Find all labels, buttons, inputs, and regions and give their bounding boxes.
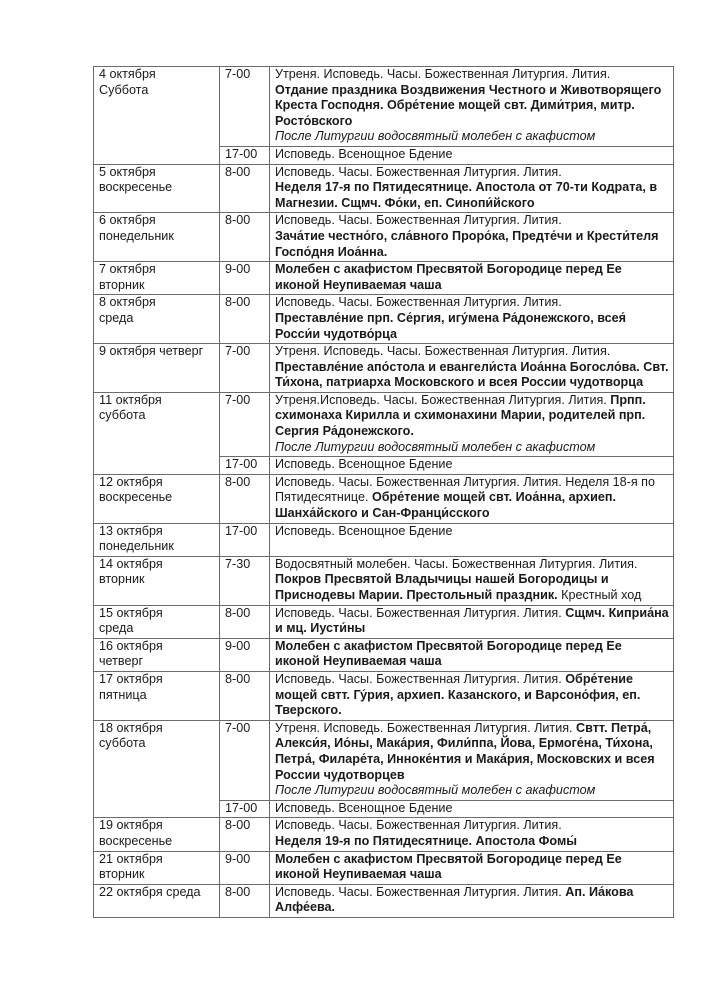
service-text: Исповедь. Часы. Божественная Литургия. Лития. Неделя 18-я по Пятидесятнице. [275, 474, 656, 505]
service-text: Утреня.Исповедь. Часы. Божественная Литургия. Лития. [275, 392, 611, 407]
feast-name-text: Сщмч. Киприа́на и мц. Иусти́ны [275, 605, 669, 636]
feast-name-text: Неделя 17-я по Пятидесятнице. Апостола от 70-ти Кодрата, в Магнезии. Сщмч. Фо́ки, еп. Синопи́йского [275, 180, 658, 210]
date-text: 5 октября [99, 164, 156, 179]
service-text: Исповедь. Часы. Божественная Литургия. Лития. [275, 818, 562, 833]
service-text: Крестный ход [557, 588, 642, 602]
date-cell [94, 671, 220, 720]
service-text: Исповедь. Всенощное Бдение [275, 523, 453, 538]
time-cell: 9-00 [220, 851, 270, 884]
feast-name-text: Молебен с акафистом Пресвятой Богородице перед Ее иконой Неупиваемая чаша [275, 638, 622, 669]
service-text: Исповедь. Всенощное Бдение [275, 800, 453, 815]
schedule-day-row [94, 67, 674, 147]
date-cell [94, 638, 220, 671]
service-description-cell [270, 605, 674, 638]
weekday-text: среда [99, 621, 134, 636]
time-cell: 8-00 [220, 671, 270, 720]
date-cell [94, 851, 220, 884]
schedule-day-row [94, 671, 674, 720]
date-cell [94, 164, 220, 213]
schedule-day-row [94, 523, 674, 556]
time-cell: 8-00 [220, 164, 270, 213]
time-cell: 17-00 [220, 146, 270, 164]
service-text: Исповедь. Всенощное Бдение [275, 146, 453, 161]
date-text: 14 октября [99, 556, 163, 571]
weekday-text: вторник [99, 572, 145, 587]
time-cell: 8-00 [220, 605, 270, 638]
schedule-day-row [94, 213, 674, 262]
feast-name-text: Преставле́ние прп. Се́ргия, игу́мена Ра́донежского, всея́ Росси́и чудотво́рца [275, 310, 626, 341]
date-text: 17 октября [99, 671, 163, 686]
time-cell: 7-00 [220, 720, 270, 800]
schedule-day-row [94, 818, 674, 851]
schedule-day-row [94, 638, 674, 671]
service-text: Утреня. Исповедь. Часы. Божественная Литургия. Лития. [275, 67, 611, 81]
service-description-cell [270, 344, 674, 393]
date-text: 21 октября [99, 851, 163, 866]
service-description-cell [270, 884, 674, 917]
date-cell [94, 720, 220, 818]
weekday-text: четверг [99, 654, 144, 669]
schedule-day-row [94, 851, 674, 884]
service-description-cell [270, 262, 674, 295]
service-description-cell [270, 556, 674, 605]
service-text: Исповедь. Всенощное Бдение [275, 457, 453, 472]
service-description-cell [270, 146, 674, 164]
weekday-text: понедельник [99, 228, 174, 243]
date-text: 9 октября четверг [99, 344, 204, 359]
time-cell: 17-00 [220, 457, 270, 475]
schedule-day-row [94, 344, 674, 393]
date-text: 13 октября [99, 523, 163, 538]
schedule-day-row [94, 392, 674, 456]
feast-name-text: Ап. Иа́кова Алфе́ева. [275, 884, 634, 915]
schedule-day-row [94, 474, 674, 523]
feast-name-text: Преставле́ние апо́стола и евангели́ста Иоа́нна Богосло́ва. Свт. Ти́хона, патриарха Московского и всея России чудотворца [275, 359, 669, 390]
service-text: Исповедь. Часы. Божественная Литургия. Лития. [275, 671, 566, 686]
note-text: После Литургии водосвятный молебен с акафистом [275, 129, 596, 144]
service-description-cell [270, 164, 674, 213]
note-text: После Литургии водосвятный молебен с акафистом [275, 783, 596, 798]
weekday-text: понедельник [99, 539, 174, 554]
date-cell [94, 818, 220, 851]
date-cell [94, 213, 220, 262]
date-text: 4 октября [99, 67, 156, 81]
feast-name-text: Молебен с акафистом Пресвятой Богородице перед Ее иконой Неупиваемая чаша [275, 851, 622, 882]
date-cell [94, 67, 220, 165]
date-text: 11 октября [99, 392, 162, 407]
feast-name-text: Прпп. схимонаха Кирилла и схимонахини Марии, родителей прп. Сергия Ра́донежского. [275, 392, 646, 439]
feast-name-text: Неделя 19-я по Пятидесятнице. Апостола Фомы́ [275, 833, 578, 848]
service-description-cell [270, 671, 674, 720]
date-cell [94, 392, 220, 474]
schedule-body [94, 67, 674, 918]
date-cell [94, 262, 220, 295]
date-cell [94, 474, 220, 523]
service-description-cell [270, 213, 674, 262]
date-cell [94, 295, 220, 344]
schedule-day-row [94, 720, 674, 800]
weekday-text: суббота [99, 408, 146, 423]
time-cell: 7-00 [220, 67, 270, 147]
weekday-text: воскресенье [99, 490, 173, 505]
date-text: 18 октября [99, 720, 163, 735]
service-description-cell [270, 818, 674, 851]
service-text: Исповедь. Часы. Божественная Литургия. Лития. [275, 213, 562, 228]
time-cell: 9-00 [220, 262, 270, 295]
date-text: 16 октября [99, 638, 163, 653]
weekday-text: вторник [99, 277, 145, 292]
time-cell: 8-00 [220, 884, 270, 917]
schedule-day-row [94, 556, 674, 605]
service-text: Водосвятный молебен. Часы. Божественная Литургия. Лития. [275, 556, 638, 571]
weekday-text: Суббота [99, 82, 149, 97]
service-description-cell [270, 638, 674, 671]
feast-name-text: Покров Пресвятой Владычицы нашей Богородицы и Приснодевы Марии. Престольный праздник. [275, 572, 609, 602]
service-description-cell [270, 851, 674, 884]
feast-name-text: Свтт. Петра́, Алекси́я, Ио́ны, Мака́рия, Фили́ппа, Йова, Ермоге́на, Ти́хона, Петра́, Филаре́та, Инноке́нтия и Мака́рия, Московских и всея России чудотворцев [275, 720, 655, 782]
weekday-text: суббота [99, 736, 146, 751]
schedule-day-row [94, 295, 674, 344]
date-cell [94, 344, 220, 393]
date-cell [94, 556, 220, 605]
feast-name-text: Отдание праздника Воздвижения Честного и Животворящего Креста Господня. Обре́тение мощей свт. Дими́трия, митр. Росто́вского [275, 82, 662, 128]
date-text: 15 октября [99, 605, 163, 620]
time-cell: 8-00 [220, 474, 270, 523]
weekday-text: воскресенье [99, 833, 173, 848]
service-description-cell [270, 295, 674, 344]
feast-name-text: Молебен с акафистом Пресвятой Богородице перед Ее иконой Неупиваемая чаша [275, 262, 622, 292]
service-text: Исповедь. Часы. Божественная Литургия. Лития. [275, 164, 562, 179]
date-text: 6 октября [99, 213, 156, 228]
date-text: 19 октября [99, 818, 163, 833]
date-cell [94, 523, 220, 556]
time-cell: 17-00 [220, 523, 270, 556]
service-description-cell [270, 474, 674, 523]
service-description-cell [270, 720, 674, 800]
service-text: Утреня. Исповедь. Божественная Литургия. Лития. [275, 720, 577, 735]
date-text: 8 октября [99, 295, 156, 310]
schedule-day-row [94, 605, 674, 638]
note-text: После Литургии водосвятный молебен с акафистом [275, 439, 596, 454]
time-cell: 8-00 [220, 295, 270, 344]
feast-name-text: Обре́тение мощей свтт. Гу́рия, архиеп. Казанского, и Варсоно́фия, еп. Тверского. [275, 671, 641, 718]
schedule-day-row [94, 262, 674, 295]
time-cell: 7-00 [220, 344, 270, 393]
feast-name-text: Обре́тение мощей свт. Иоа́нна, архиеп. Шанха́йского и Сан-Франци́сского [275, 490, 616, 521]
service-description-cell [270, 800, 674, 818]
weekday-text: воскресенье [99, 180, 173, 195]
time-cell: 7-30 [220, 556, 270, 605]
date-cell [94, 605, 220, 638]
weekday-text: пятница [99, 687, 147, 702]
schedule-day-row [94, 164, 674, 213]
date-text: 7 октября [99, 262, 156, 277]
date-text: 22 октября среда [99, 884, 201, 899]
date-text: 12 октября [99, 474, 163, 489]
time-cell: 17-00 [220, 800, 270, 818]
date-cell [94, 884, 220, 917]
time-cell: 9-00 [220, 638, 270, 671]
weekday-text: среда [99, 310, 134, 325]
service-text: Исповедь. Часы. Божественная Литургия. Лития. [275, 884, 566, 899]
time-cell: 8-00 [220, 213, 270, 262]
weekday-text: вторник [99, 867, 145, 882]
service-description-cell [270, 457, 674, 475]
service-text: Исповедь. Часы. Божественная Литургия. Лития. [275, 605, 566, 620]
service-description-cell [270, 392, 674, 456]
service-description-cell [270, 523, 674, 556]
service-text: Утреня. Исповедь. Часы. Божественная Литургия. Лития. [275, 344, 611, 359]
schedule-day-row [94, 884, 674, 917]
service-schedule-table [93, 66, 674, 918]
time-cell: 8-00 [220, 818, 270, 851]
service-description-cell [270, 67, 674, 147]
service-text: Исповедь. Часы. Божественная Литургия. Лития. [275, 295, 562, 310]
time-cell: 7-00 [220, 392, 270, 456]
feast-name-text: Зача́тие честно́го, сла́вного Проро́ка, Предте́чи и Крести́теля Госпо́дня Иоа́нна. [275, 228, 659, 259]
